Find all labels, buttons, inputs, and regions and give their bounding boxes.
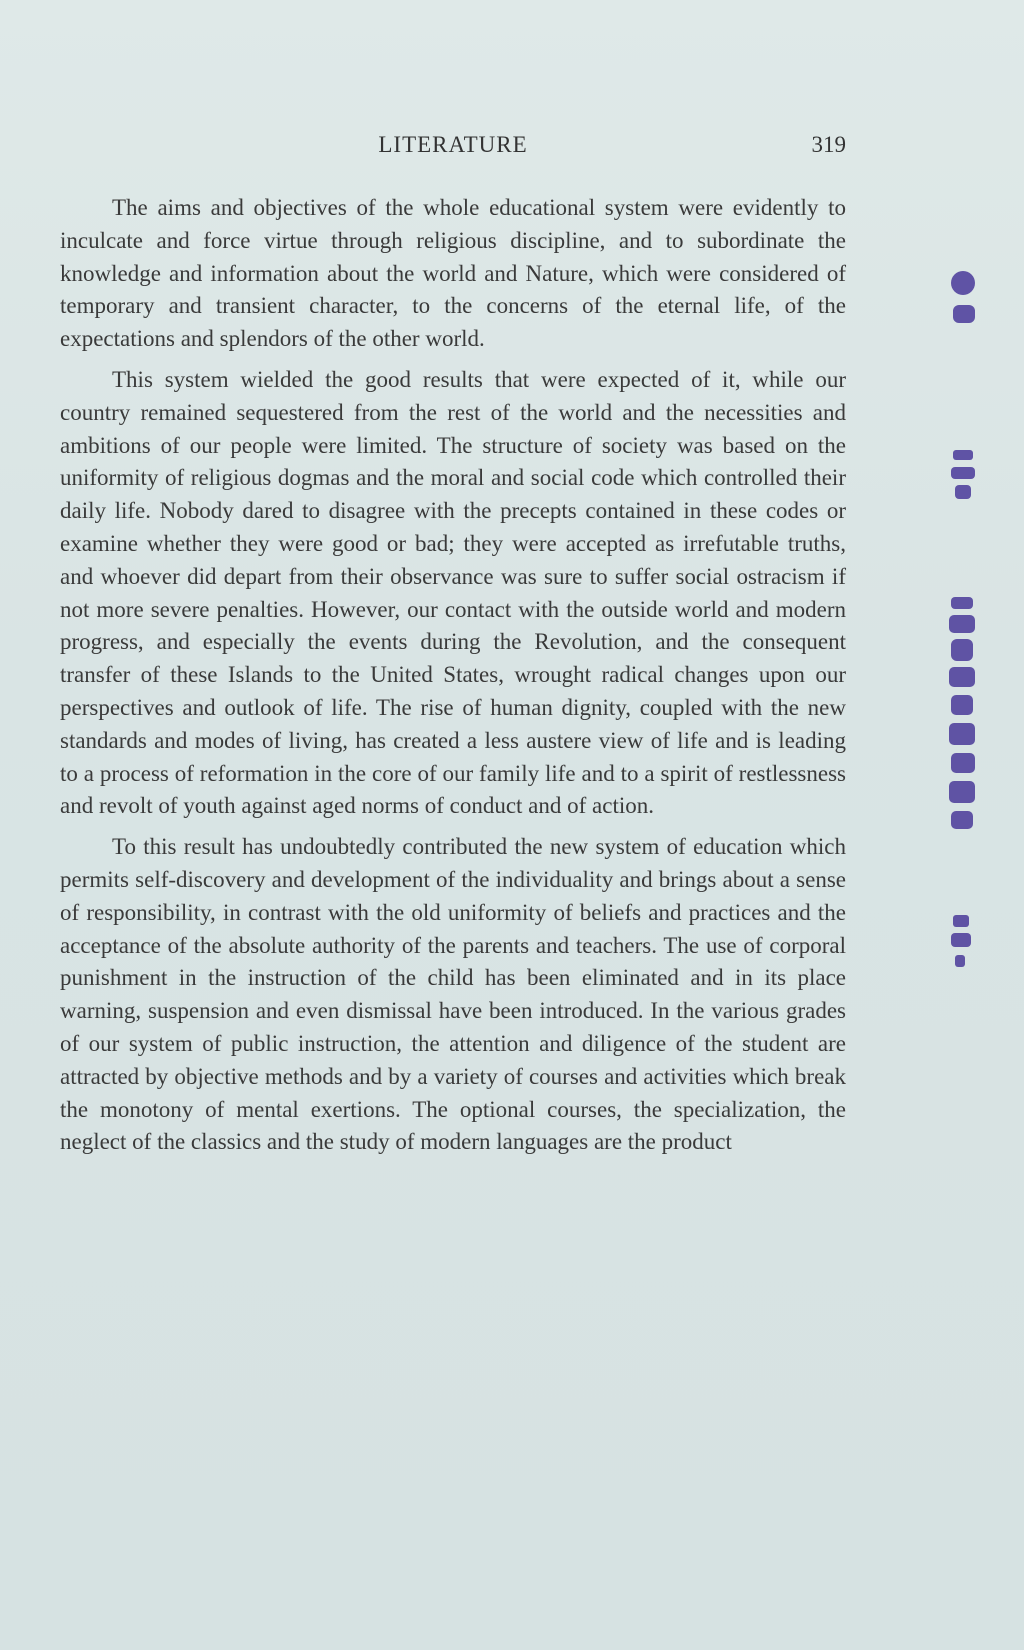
page-title: LITERATURE	[378, 132, 528, 157]
body-text	[60, 192, 846, 1167]
running-head	[60, 132, 846, 168]
library-stamp	[945, 265, 1005, 1025]
stamp-ink	[949, 271, 975, 967]
page-number: 319	[811, 132, 846, 157]
paragraph-1: The aims and objectives of the whole educational system were evidently to inculcate and force virtue through religious discipline, and to subordinate the knowledge and information about the world and Nature, which were considered of temporary and transient character, to the concerns of the eternal life, of the expectations and splendors of the other world.	[60, 195, 846, 352]
paragraph-2: This system wielded the good results that were expected of it, while our country remained sequestered from the rest of the world and the necessities and ambitions of our people were limited. The structure of society was based on the uniformity of religious dogmas and the moral and social code which controlled their daily life. Nobody dared to disagree with the precepts contained in these codes or examine whether they were good or bad; they were accepted as irrefutable truths, and whoever did depart from their observance was sure to suffer social ostracism if not more severe penalties. However, our contact with the outside world and modern progress, and especially the events during the Revolution, and the consequent transfer of these Islands to the United States, wrought radical changes upon our perspectives and outlook of life. The rise of human dignity, coupled with the new standards and modes of living, has created a less austere view of life and is leading to a process of reformation in the core of our family life and to a spirit of restlessness and revolt of youth against aged norms of conduct and of action.	[60, 366, 846, 819]
paragraph-3: To this result has undoubtedly contributed the new system of education which permits self-discovery and development of the individuality and brings about a sense of responsibility, in contrast with the old uniformity of beliefs and practices and the acceptance of the absolute authority of the parents and teachers. The use of corporal punishment in the instruction of the child has been eliminated and in its place warning, suspension and even dismissal have been introduced. In the various grades of our system of public instruction, the attention and diligence of the student are attracted by objective methods and by a variety of courses and activities which break the monotony of mental exertions. The optional courses, the specialization, the neglect of the classics and the study of modern languages are the product	[60, 834, 846, 1155]
